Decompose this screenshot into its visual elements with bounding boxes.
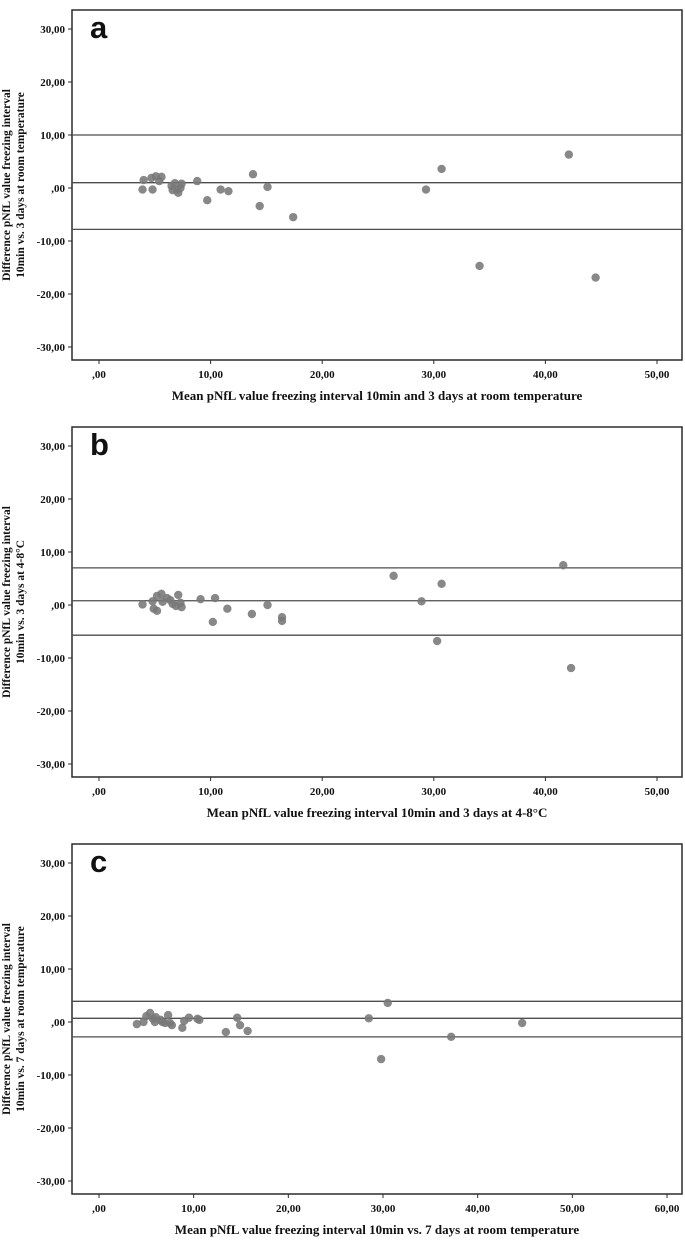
y-tick-label: 20,00 [40,911,65,923]
panel-a-letter: a [90,10,108,45]
panel-b-plot [0,417,685,834]
data-point [157,173,165,181]
y-axis-title-line2: 10min vs. 3 days at room temperature [14,92,27,278]
data-point [377,1055,385,1063]
data-point [278,617,286,625]
data-point [223,605,231,613]
y-tick-label: 20,00 [40,494,65,506]
y-tick-label: 10,00 [40,964,65,976]
data-point [256,202,264,210]
data-point [168,1021,176,1029]
data-point [263,183,271,191]
data-point [196,595,204,603]
y-tick-label: -30,00 [36,342,65,354]
data-point [139,176,147,184]
x-tick-label: 60,00 [654,1203,680,1215]
y-tick-label: -10,00 [36,1070,65,1082]
x-tick-label: 40,00 [465,1203,491,1215]
x-tick-label: ,00 [92,1203,106,1215]
y-tick-label: -20,00 [36,706,65,718]
data-point [193,177,201,185]
x-tick-label: 10,00 [198,369,223,381]
data-point [289,213,297,221]
data-point [475,262,483,270]
plot-frame [72,10,682,360]
data-point [243,1027,251,1035]
y-tick-label: 10,00 [40,547,65,559]
data-point [185,1014,193,1022]
y-tick-label: 20,00 [40,77,65,89]
panel-a [0,0,685,417]
y-axis-title-line1: Difference pNfL value freezing interval [1,89,13,281]
y-axis-title-line1: Difference pNfL value freezing interval [1,506,13,698]
x-tick-label: ,00 [92,786,106,798]
y-tick-label: -20,00 [36,289,65,301]
data-point [565,150,573,158]
y-axis-title-line2: 10min vs. 3 days at 4-8°C [14,539,27,665]
panel-c-plot [0,834,685,1251]
data-point [177,180,185,188]
data-point [389,572,397,580]
data-point [447,1033,455,1041]
data-point [222,1028,230,1036]
y-tick-label: 30,00 [40,441,65,453]
data-point [174,591,182,599]
data-point [417,597,425,605]
data-point [138,185,146,193]
data-point [224,187,232,195]
y-tick-label: 30,00 [40,24,65,36]
x-tick-label: 20,00 [275,1203,301,1215]
y-tick-label: 30,00 [40,858,65,870]
x-tick-label: 10,00 [181,1203,207,1215]
x-tick-label: 50,00 [644,786,670,798]
data-point [195,1016,203,1024]
panel-c-y-axis-title [1,844,31,1194]
data-point [164,1011,172,1019]
data-point [233,1014,241,1022]
data-point [437,580,445,588]
panel-c-letter: c [90,844,108,879]
y-tick-label: ,00 [51,183,65,195]
y-tick-label: ,00 [51,1017,65,1029]
x-tick-label: 10,00 [198,786,223,798]
panel-a-plot [0,0,685,417]
x-tick-label: 30,00 [421,369,447,381]
panel-b-x-axis-title: Mean pNfL value freezing interval 10min and 3 days at 4-8°C [206,805,548,820]
data-point [437,165,445,173]
y-tick-label: 10,00 [40,130,65,142]
data-point [433,637,441,645]
x-tick-label: 50,00 [559,1203,585,1215]
y-axis-title-line2: 10min vs. 7 days at room temperature [14,926,27,1112]
data-point [148,185,156,193]
data-point [567,664,575,672]
x-tick-label: 40,00 [533,369,558,381]
data-point [591,273,599,281]
panel-b-y-axis-title [1,427,31,777]
panel-a-x-axis-title: Mean pNfL value freezing interval 10min and 3 days at room temperature [171,388,583,403]
y-tick-label: -10,00 [36,653,65,665]
data-point [177,603,185,611]
data-point [203,196,211,204]
x-tick-label: 50,00 [644,369,670,381]
data-point [365,1014,373,1022]
data-point [422,185,430,193]
x-tick-label: 20,00 [309,369,335,381]
data-point [249,170,257,178]
data-point [263,601,271,609]
data-point [384,999,392,1007]
panel-a-y-axis-title [1,10,31,360]
panel-c [0,834,685,1251]
y-tick-label: -20,00 [36,1123,65,1135]
panel-b [0,417,685,834]
data-point [216,185,224,193]
x-tick-label: ,00 [92,369,106,381]
data-point [236,1021,244,1029]
data-point [248,610,256,618]
x-tick-label: 30,00 [421,786,447,798]
x-tick-label: 40,00 [533,786,558,798]
x-tick-label: 30,00 [370,1203,396,1215]
x-tick-label: 20,00 [309,786,335,798]
y-axis-title-line1: Difference pNfL value freezing interval [1,923,13,1115]
data-point [138,600,146,608]
y-tick-label: ,00 [51,600,65,612]
data-point [209,618,217,626]
panel-b-letter: b [90,427,109,462]
y-tick-label: -30,00 [36,759,65,771]
y-tick-label: -10,00 [36,236,65,248]
data-point [518,1019,526,1027]
data-point [211,594,219,602]
panel-c-x-axis-title: Mean pNfL value freezing interval 10min vs. 7 days at room temperature [174,1222,580,1237]
y-tick-label: -30,00 [36,1176,65,1188]
data-point [153,607,161,615]
data-point [559,561,567,569]
